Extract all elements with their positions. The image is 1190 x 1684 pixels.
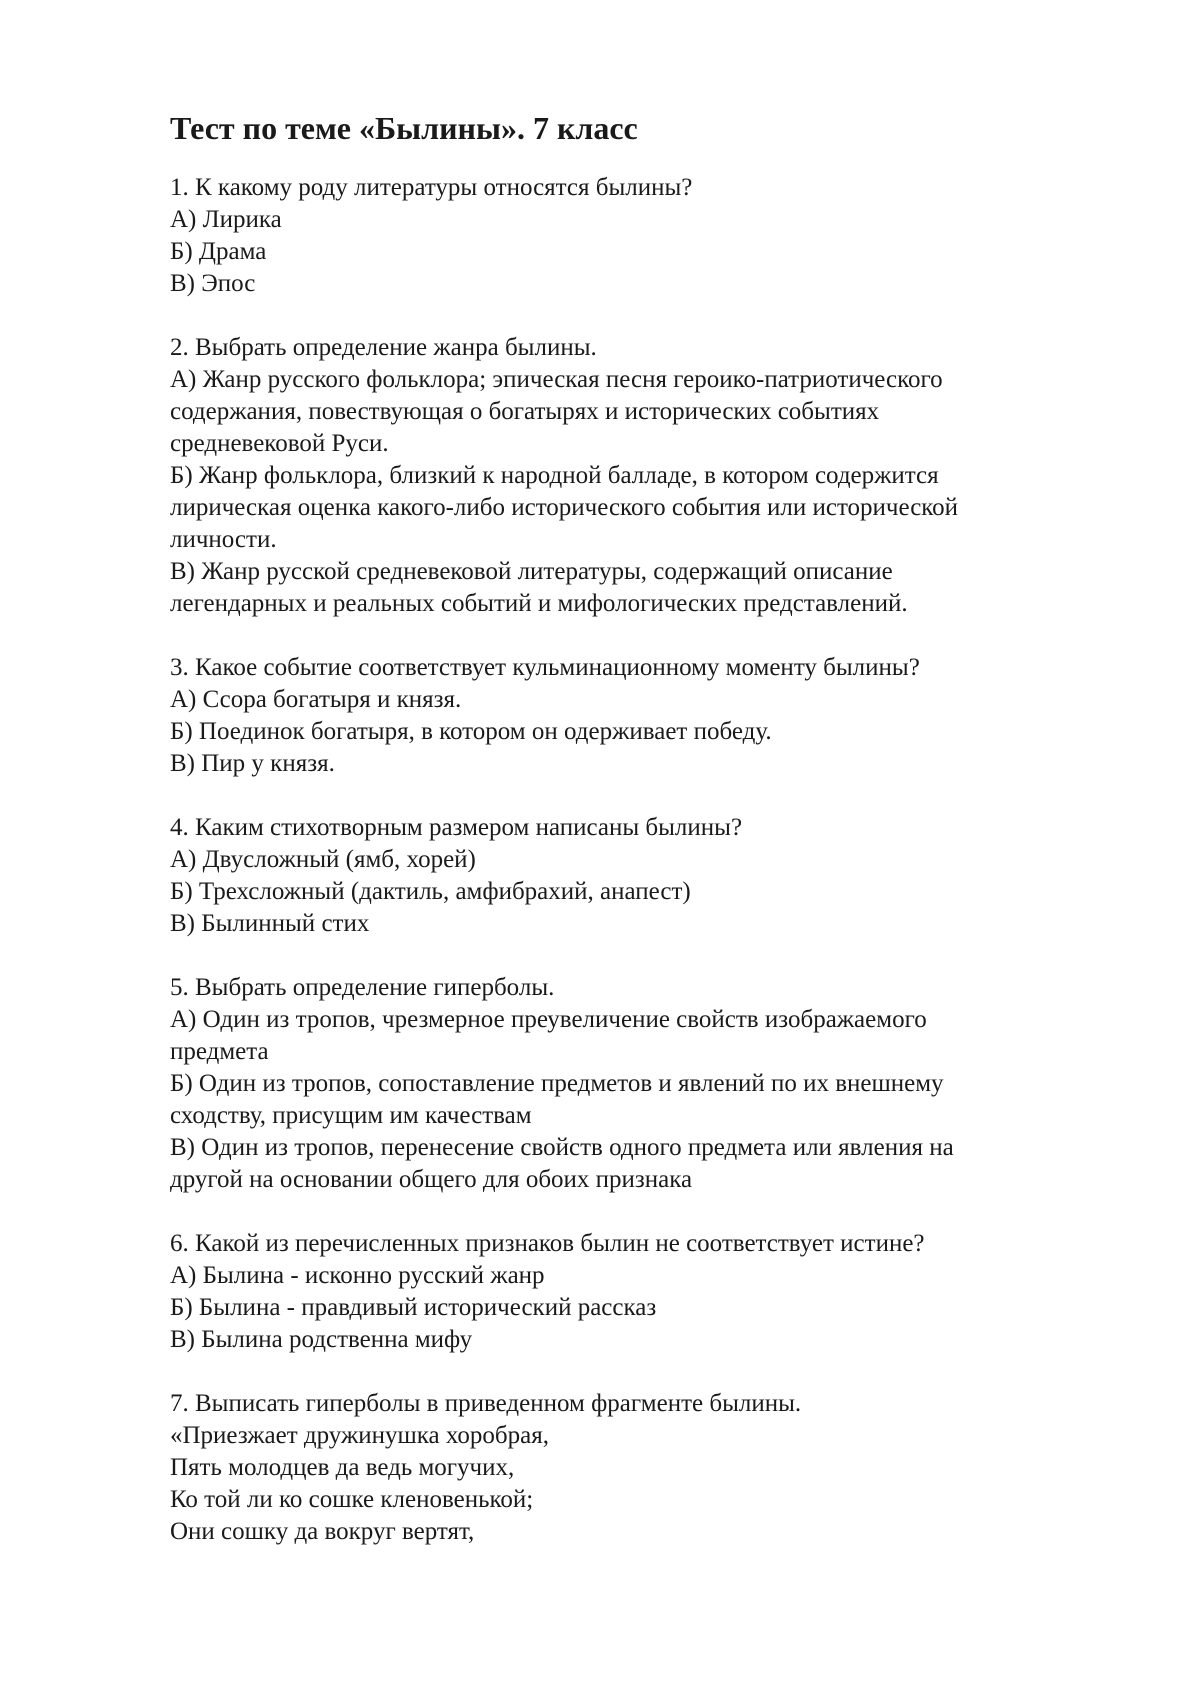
answer-line: другой на основании общего для обоих признака bbox=[170, 1166, 693, 1193]
answer-line: Пять молодцев да ведь могучих, bbox=[170, 1454, 515, 1481]
answer-line: средневековой Руси. bbox=[170, 430, 389, 457]
answer-line: А) Былина - исконно русский жанр bbox=[170, 1262, 545, 1289]
answer-line: В) Былинный стих bbox=[170, 910, 370, 937]
answer-line: легендарных и реальных событий и мифологических представлений. bbox=[170, 590, 908, 617]
question-text: 7. Выписать гиперболы в приведенном фрагменте былины. bbox=[170, 1390, 802, 1417]
answer-line: «Приезжает дружинушка хоробрая, bbox=[170, 1422, 549, 1449]
question-4 bbox=[170, 812, 1090, 940]
answer-line: Б) Поединок богатыря, в котором он одерживает победу. bbox=[170, 718, 772, 745]
answer-line: Б) Один из тропов, сопоставление предметов и явлений по их внешнему bbox=[170, 1070, 944, 1097]
answer-line: Б) Былина - правдивый исторический рассказ bbox=[170, 1294, 657, 1321]
answer-line: А) Один из тропов, чрезмерное преувеличение свойств изображаемого bbox=[170, 1006, 927, 1033]
answer-line: Б) Жанр фольклора, близкий к народной балладе, в котором содержится bbox=[170, 462, 939, 489]
answer-line: В) Эпос bbox=[170, 270, 256, 297]
answer-line: А) Двусложный (ямб, хорей) bbox=[170, 846, 476, 873]
answer-line: содержания, повествующая о богатырях и исторических событиях bbox=[170, 398, 880, 425]
answer-line: личности. bbox=[170, 526, 277, 553]
question-3 bbox=[170, 652, 1090, 780]
document-content bbox=[170, 108, 1090, 1580]
answer-line: В) Былина родственна мифу bbox=[170, 1326, 473, 1353]
answer-line: Б) Драма bbox=[170, 238, 267, 265]
question-6 bbox=[170, 1228, 1090, 1356]
answer-line: Они сошку да вокруг вертят, bbox=[170, 1518, 475, 1545]
question-text: 4. Каким стихотворным размером написаны былины? bbox=[170, 814, 743, 841]
questions-list bbox=[170, 172, 1090, 1548]
question-5 bbox=[170, 972, 1090, 1196]
answer-line: В) Пир у князя. bbox=[170, 750, 335, 777]
question-7 bbox=[170, 1388, 1090, 1548]
answer-line: сходству, присущим им качествам bbox=[170, 1102, 532, 1129]
answer-line: Б) Трехсложный (дактиль, амфибрахий, анапест) bbox=[170, 878, 691, 905]
answer-line: Ко той ли ко сошке кленовенькой; bbox=[170, 1486, 534, 1513]
question-text: 1. К какому роду литературы относятся былины? bbox=[170, 174, 693, 201]
question-text: 2. Выбрать определение жанра былины. bbox=[170, 334, 597, 361]
question-2 bbox=[170, 332, 1090, 620]
question-text: 6. Какой из перечисленных признаков былин не соответствует истине? bbox=[170, 1230, 925, 1257]
answer-line: лирическая оценка какого-либо исторического события или исторической bbox=[170, 494, 959, 521]
question-text: 3. Какое событие соответствует кульминационному моменту былины? bbox=[170, 654, 920, 681]
answer-line: В) Один из тропов, перенесение свойств одного предмета или явления на bbox=[170, 1134, 954, 1161]
answer-line: предмета bbox=[170, 1038, 269, 1065]
page-title: Тест по теме «Былины». 7 класс bbox=[170, 110, 638, 146]
answer-line: А) Жанр русского фольклора; эпическая песня героико-патриотического bbox=[170, 366, 943, 393]
answer-line: А) Лирика bbox=[170, 206, 282, 233]
answer-line: А) Ссора богатыря и князя. bbox=[170, 686, 462, 713]
answer-line: В) Жанр русской средневековой литературы, содержащий описание bbox=[170, 558, 893, 585]
question-1 bbox=[170, 172, 1090, 300]
question-text: 5. Выбрать определение гиперболы. bbox=[170, 974, 555, 1001]
